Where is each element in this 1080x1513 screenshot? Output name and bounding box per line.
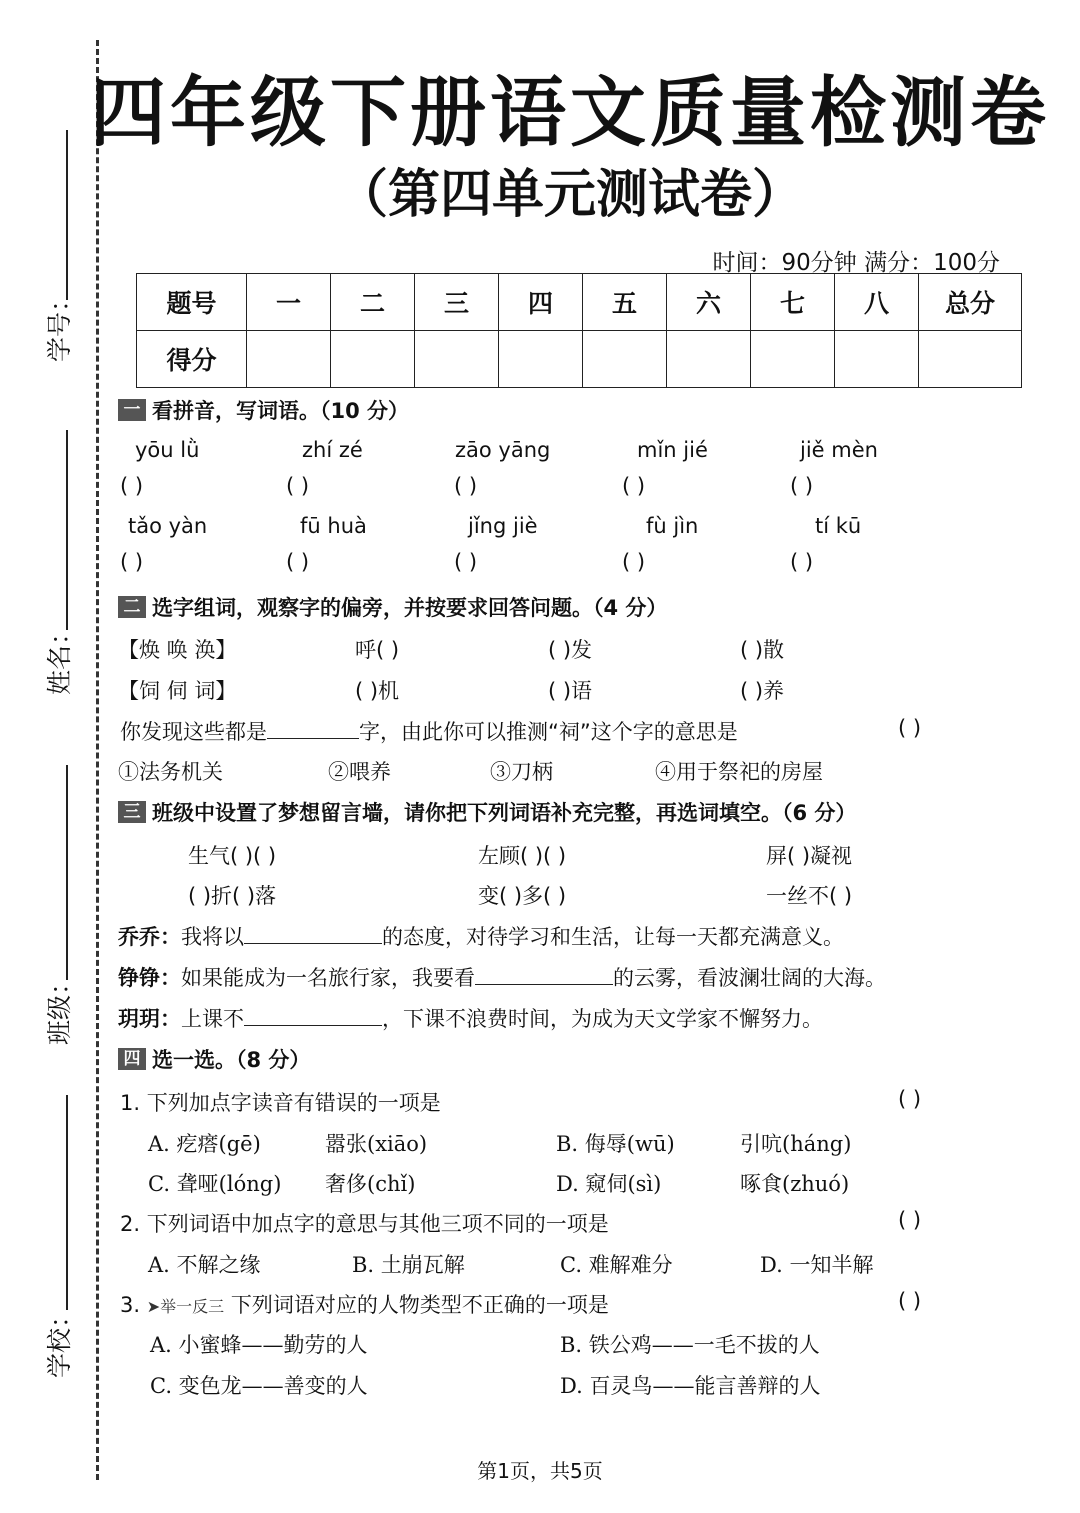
- section-3-heading: [118, 797, 856, 827]
- answer-blank[interactable]: ( ): [622, 550, 646, 574]
- score-header-cell: 八: [835, 274, 919, 331]
- pinyin: jiě mèn: [800, 438, 878, 462]
- score-cell[interactable]: [247, 331, 331, 388]
- answer-blank[interactable]: ( ): [286, 474, 310, 498]
- pinyin: jǐng jiè: [468, 514, 538, 538]
- word-blank[interactable]: ( )散: [740, 638, 785, 662]
- binding-dashed-line: [96, 40, 99, 1480]
- page-subtitle: （第四单元测试卷）: [335, 165, 804, 225]
- score-header-cell: 七: [751, 274, 835, 331]
- question-text: [120, 716, 738, 746]
- banji-line: [66, 765, 68, 980]
- option: A. 不解之缘: [148, 1253, 261, 1277]
- section-4-heading: [118, 1044, 310, 1074]
- answer-paren[interactable]: ( ): [898, 1087, 922, 1111]
- section-title: 班级中设置了梦想留言墙，请你把下列词语补充完整，再选词填空。（6 分）: [152, 801, 857, 825]
- sentence-part: 如果能成为一名旅行家，我要看: [181, 966, 475, 990]
- xuexiao-label: 学校：: [45, 1302, 74, 1378]
- score-cell[interactable]: [583, 331, 667, 388]
- answer-blank[interactable]: ( ): [622, 474, 646, 498]
- idiom-blank[interactable]: 左顾( )( ): [478, 844, 567, 868]
- option: A. 疙瘩(gē): [148, 1132, 261, 1156]
- sentence-part: 上课不: [181, 1007, 244, 1031]
- section-2-heading: [118, 592, 667, 622]
- idiom-blank[interactable]: ( )折( )落: [188, 884, 277, 908]
- option: D. 一知半解: [760, 1253, 874, 1277]
- answer-blank[interactable]: ( ): [790, 550, 814, 574]
- score-cell[interactable]: [331, 331, 415, 388]
- question-part: 你发现这些都是: [120, 720, 267, 744]
- option: A. 小蜜蜂——勤劳的人: [150, 1333, 368, 1357]
- pinyin: fū huà: [300, 514, 367, 538]
- word-blank[interactable]: ( )发: [548, 638, 593, 662]
- score-table: [136, 273, 1022, 388]
- score-header-cell: 一: [247, 274, 331, 331]
- sentence-part: ，下课不浪费时间，为成为天文学家不懈努力。: [382, 1007, 823, 1031]
- score-header-cell: 六: [667, 274, 751, 331]
- score-header-cell: 四: [499, 274, 583, 331]
- sentence-part: 我将以: [181, 925, 244, 949]
- option: ①法务机关: [118, 760, 223, 784]
- question-3: [120, 1289, 609, 1319]
- idiom-blank[interactable]: 一丝不( ): [766, 884, 853, 908]
- option: ③刀柄: [490, 760, 553, 784]
- option: 嚣张(xiāo): [325, 1132, 428, 1156]
- sentence-part: 的态度，对待学习和生活，让每一天都充满意义。: [382, 925, 844, 949]
- idiom-blank[interactable]: 生气( )( ): [188, 844, 277, 868]
- score-cell[interactable]: [667, 331, 751, 388]
- idiom-blank[interactable]: 变( )多( ): [478, 884, 567, 908]
- pinyin: mǐn jié: [637, 438, 708, 462]
- section-1-heading: [118, 395, 409, 425]
- option: ②喂养: [328, 760, 391, 784]
- answer-blank[interactable]: ( ): [454, 474, 478, 498]
- question-1: 1. 下列加点字读音有错误的一项是: [120, 1091, 441, 1115]
- speaker-name: 铮铮：: [118, 966, 181, 990]
- option: ④用于祭祀的房屋: [655, 760, 823, 784]
- option: C. 聋哑(lóng): [148, 1172, 282, 1196]
- page-footer: 第1页，共5页: [477, 1459, 603, 1483]
- section-number: 四: [118, 1048, 146, 1070]
- question-2: 2. 下列词语中加点字的意思与其他三项不同的一项是: [120, 1212, 609, 1236]
- fill-line[interactable]: [244, 1005, 382, 1026]
- word-blank[interactable]: 呼( ): [355, 638, 400, 662]
- option: C. 难解难分: [560, 1253, 673, 1277]
- score-cell[interactable]: [835, 331, 919, 388]
- answer-blank[interactable]: ( ): [454, 550, 478, 574]
- char-group: 【饲 伺 词】: [118, 679, 237, 703]
- score-row-label: 得分: [137, 331, 247, 388]
- option: B. 铁公鸡——一毛不拔的人: [560, 1333, 820, 1357]
- option: B. 侮辱(wū): [556, 1132, 675, 1156]
- fill-sentence: [118, 1003, 823, 1033]
- xingming-label: 姓名：: [45, 619, 74, 695]
- score-table-header-row: [137, 274, 1022, 331]
- idiom-blank[interactable]: 屏( )凝视: [766, 844, 853, 868]
- answer-blank[interactable]: ( ): [790, 474, 814, 498]
- score-cell[interactable]: [919, 331, 1022, 388]
- word-blank[interactable]: ( )语: [548, 679, 593, 703]
- extension-tag: ➤举一反三: [146, 1297, 225, 1316]
- section-title: 选一选。（8 分）: [152, 1048, 311, 1072]
- sentence-part: 的云雾，看波澜壮阔的大海。: [613, 966, 886, 990]
- word-blank[interactable]: ( )养: [740, 679, 785, 703]
- option: D. 百灵鸟——能言善辩的人: [560, 1374, 821, 1398]
- question-number: 3.: [120, 1293, 141, 1317]
- char-group: 【焕 唤 涣】: [118, 638, 237, 662]
- option: 奢侈(chǐ): [325, 1172, 416, 1196]
- pinyin: tí kū: [815, 514, 862, 538]
- xuehao-label: 学号：: [45, 286, 74, 362]
- speaker-name: 玥玥：: [118, 1007, 181, 1031]
- option: 引吭(háng): [740, 1132, 852, 1156]
- xingming-line: [66, 430, 68, 630]
- fill-line[interactable]: [475, 964, 613, 985]
- xuexiao-line: [66, 1095, 68, 1310]
- answer-blank[interactable]: ( ): [120, 474, 144, 498]
- score-header-cell: 五: [583, 274, 667, 331]
- score-header-cell: 题号: [137, 274, 247, 331]
- banji-label: 班级：: [45, 969, 74, 1045]
- score-header-cell: 二: [331, 274, 415, 331]
- answer-blank[interactable]: ( ): [120, 550, 144, 574]
- fill-sentence: [118, 921, 844, 951]
- pinyin: tǎo yàn: [128, 514, 208, 538]
- score-cell[interactable]: [751, 331, 835, 388]
- answer-paren[interactable]: ( ): [898, 716, 922, 740]
- option: D. 窥伺(sì): [556, 1172, 662, 1196]
- answer-paren[interactable]: ( ): [898, 1289, 922, 1313]
- word-blank[interactable]: ( )机: [355, 679, 400, 703]
- section-number: 二: [118, 596, 146, 618]
- option: C. 变色龙——善变的人: [150, 1374, 368, 1398]
- score-header-cell: 三: [415, 274, 499, 331]
- question-text: 下列词语对应的人物类型不正确的一项是: [230, 1293, 609, 1317]
- section-title: 选字组词，观察字的偏旁，并按要求回答问题。（4 分）: [152, 596, 668, 620]
- question-part: 字，由此你可以推测“祠”这个字的意思是: [359, 720, 738, 744]
- fill-line[interactable]: [244, 923, 382, 944]
- page-title: 四年级下册语文质量检测卷: [90, 68, 1050, 157]
- section-number: 一: [118, 399, 146, 421]
- time-score-info: 时间：90分钟 满分：100分: [712, 250, 1000, 276]
- pinyin: yōu lǜ: [135, 438, 200, 462]
- pinyin: fù jìn: [646, 514, 699, 538]
- section-number: 三: [118, 801, 146, 823]
- option: B. 土崩瓦解: [352, 1253, 465, 1277]
- answer-paren[interactable]: ( ): [898, 1208, 922, 1232]
- pinyin: zhí zé: [302, 438, 363, 462]
- fill-line[interactable]: [267, 718, 359, 739]
- fill-sentence: [118, 962, 886, 992]
- score-cell[interactable]: [415, 331, 499, 388]
- option: 啄食(zhuó): [740, 1172, 850, 1196]
- pinyin: zāo yāng: [455, 438, 551, 462]
- score-cell[interactable]: [499, 331, 583, 388]
- answer-blank[interactable]: ( ): [286, 550, 310, 574]
- speaker-name: 乔乔：: [118, 925, 181, 949]
- score-table-score-row: [137, 331, 1022, 388]
- section-title: 看拼音，写词语。（10 分）: [152, 399, 410, 423]
- score-header-cell: 总分: [919, 274, 1022, 331]
